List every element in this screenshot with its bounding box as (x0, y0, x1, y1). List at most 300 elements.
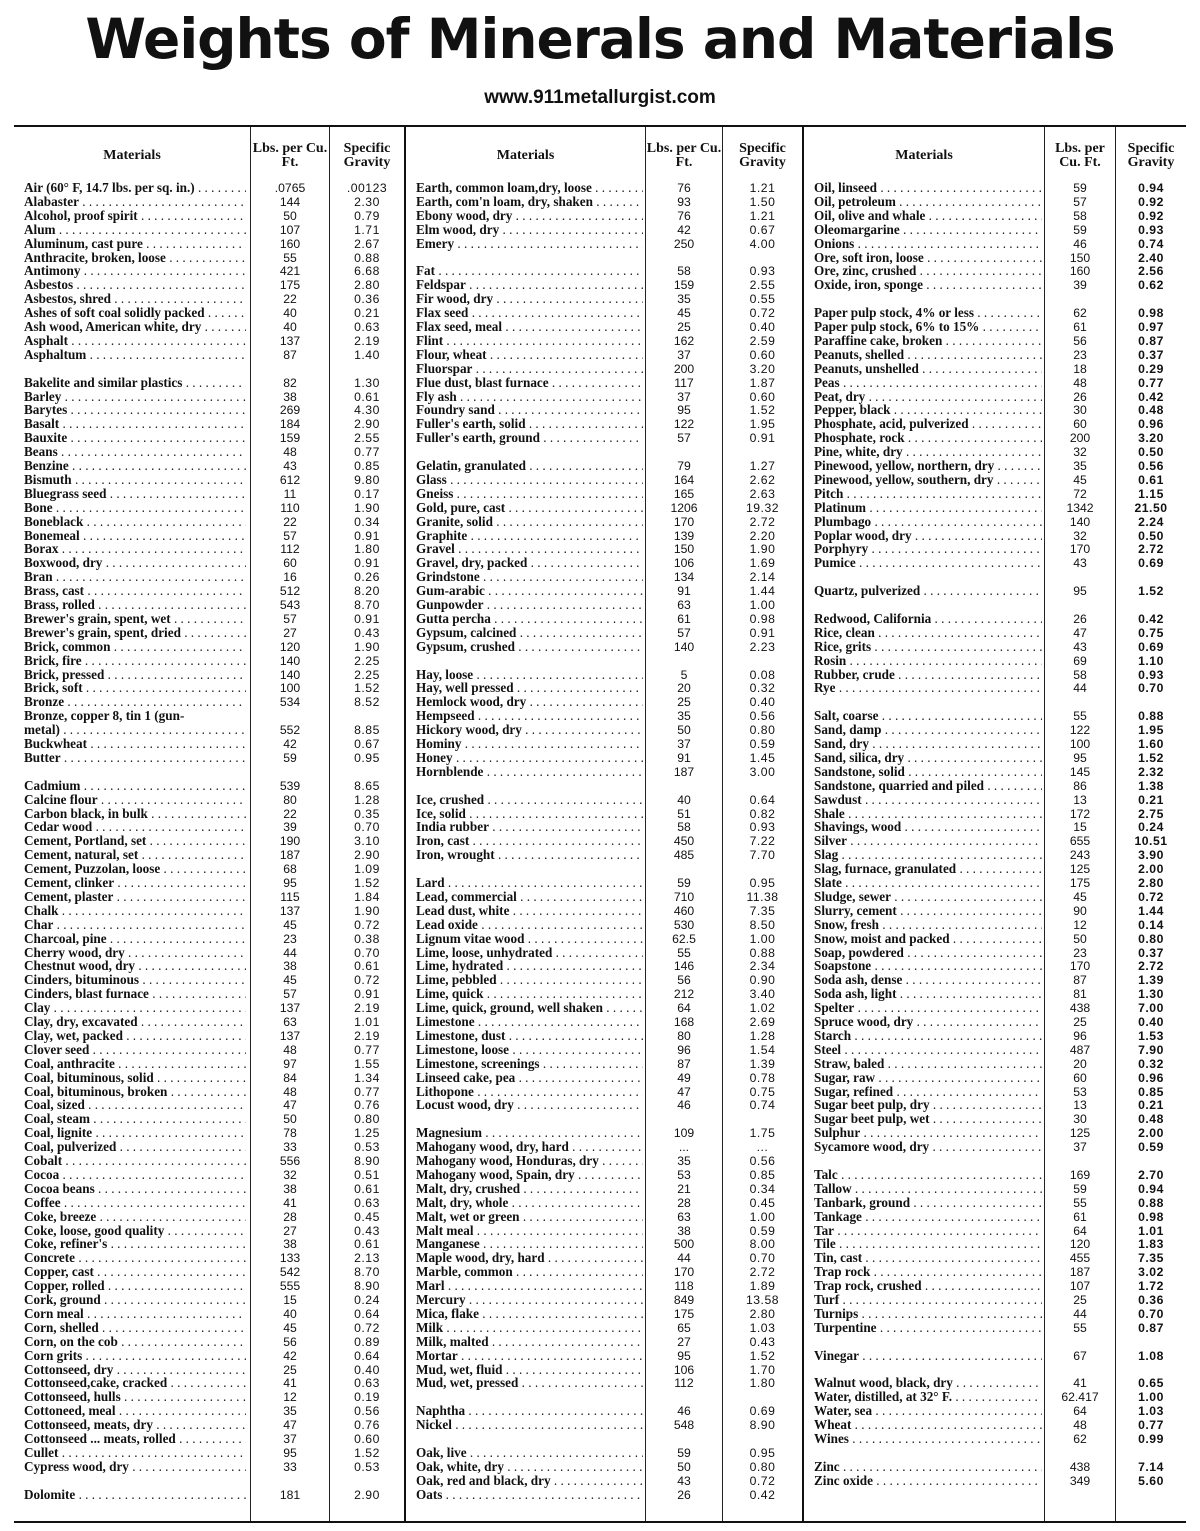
material-name: Brass, rolled . . . (24, 598, 246, 612)
table-row (804, 1474, 1186, 1488)
table-row (804, 501, 1186, 515)
gravity-value: 0.43 (749, 1334, 776, 1349)
table-row (804, 779, 1186, 793)
weight-value: 32 (283, 1167, 297, 1182)
material-name: Barley . . . (24, 390, 246, 404)
material-name: Corn meal . . . (24, 1307, 246, 1321)
table-row (406, 1210, 802, 1224)
weight-value: 35 (677, 1154, 691, 1168)
gravity-value: 0.34 (749, 1181, 776, 1196)
material-name: Alcohol, proof spirit . . . (24, 209, 246, 223)
weight-value: 96 (1073, 1028, 1087, 1043)
material-name: Sawdust . . . (814, 793, 1042, 807)
weight-value: 95 (1073, 750, 1087, 765)
material-name: Barytes . . . (24, 403, 246, 417)
weight-value: 43 (283, 459, 297, 473)
gravity-value: 1.01 (1138, 1223, 1164, 1238)
gravity-value: 1.54 (749, 1042, 776, 1057)
table-row (406, 348, 802, 362)
weight-value: 38 (283, 1181, 297, 1196)
material-name: Nickel . . . (416, 1418, 643, 1432)
table-row (804, 1182, 1186, 1196)
material-name: Oil, olive and whale . . . (814, 209, 1042, 223)
material-name: Tanbark, ground . . . (814, 1196, 1042, 1210)
weight-value: 37 (677, 737, 691, 751)
weight-value: 60 (283, 556, 297, 571)
table-row (406, 1376, 802, 1390)
material-name: Coal, pulverized . . . (24, 1140, 246, 1154)
material-name: Fat . . . (416, 264, 643, 278)
table-row (406, 390, 802, 404)
weight-value: 80 (677, 1028, 691, 1043)
table-row (406, 209, 802, 223)
material-name: Soda ash, dense . . . (814, 973, 1042, 987)
table-row (14, 584, 404, 598)
gravity-value: 19.32 (746, 500, 779, 515)
weight-value: 200 (1069, 431, 1091, 446)
gravity-value: 1.27 (749, 459, 776, 473)
table-row (804, 1251, 1186, 1265)
weight-value: 169 (1069, 1167, 1091, 1182)
material-name: Gravel, dry, packed . . . (416, 556, 643, 570)
gravity-value: 0.91 (354, 611, 380, 626)
gravity-value: 1.55 (354, 1056, 380, 1071)
table-row (406, 640, 802, 654)
gravity-value: 1.00 (749, 931, 776, 946)
gravity-value: 8.52 (354, 695, 380, 710)
gravity-value: 0.72 (749, 1473, 776, 1488)
material-name: Sulphur . . . (814, 1126, 1042, 1140)
weight-value: 45 (283, 1320, 297, 1335)
gravity-value: 0.60 (749, 347, 776, 362)
table-row (14, 445, 404, 459)
table-row (804, 515, 1186, 529)
weight-value: 146 (673, 959, 695, 974)
weight-value: 168 (673, 1015, 695, 1029)
material-name: Cottonseed, meats, dry . . . (24, 1418, 246, 1432)
gravity-value: 2.72 (749, 514, 776, 529)
material-name: Gold, pure, cast . . . (416, 501, 643, 515)
table-row (406, 834, 802, 848)
material-name: Paraffine cake, broken . . . (814, 334, 1042, 348)
table-row (14, 876, 404, 890)
gravity-value: 1.90 (354, 639, 380, 654)
table-row (14, 1015, 404, 1029)
weight-value: 125 (1069, 1126, 1091, 1141)
weight-value: 55 (1073, 1195, 1087, 1210)
weight-value: 72 (1073, 486, 1087, 501)
weight-value: 555 (279, 1279, 301, 1294)
material-name: Porphyry . . . (814, 542, 1042, 556)
weight-value: 53 (677, 1167, 691, 1182)
weight-value: 59 (283, 750, 297, 765)
material-name: Emery . . . (416, 237, 643, 251)
table-row (14, 556, 404, 570)
table-row (804, 946, 1186, 960)
weight-value: 112 (674, 1376, 694, 1391)
table-row (406, 1279, 802, 1293)
gravity-value: 0.32 (749, 681, 776, 696)
material-name: Limestone, screenings . . . (416, 1057, 643, 1071)
weight-value: 38 (677, 1223, 691, 1238)
material-name: Cement, Puzzolan, loose . . . (24, 862, 246, 876)
gravity-value: 1.00 (749, 598, 776, 612)
material-name: Peat, dry . . . (814, 390, 1042, 404)
weight-value: 159 (673, 278, 695, 293)
table-row (14, 612, 404, 626)
gravity-value: 2.00 (1138, 862, 1164, 877)
weight-value: 122 (1069, 723, 1091, 738)
table-row (406, 334, 802, 348)
gravity-value: 2.34 (749, 959, 776, 974)
weight-value: ... (678, 1140, 690, 1155)
gravity-value: 1.90 (749, 542, 776, 557)
gravity-value: 0.21 (1138, 792, 1164, 807)
table-row (804, 1321, 1186, 1335)
gravity-value: 0.63 (354, 1376, 380, 1391)
weight-value: 45 (1073, 472, 1087, 487)
weight-value: 170 (673, 514, 695, 529)
table-row (406, 1043, 802, 1057)
weight-value: 49 (677, 1070, 691, 1085)
table-row (14, 181, 404, 195)
gravity-value: 0.53 (354, 1140, 380, 1155)
table-row (406, 918, 802, 932)
table-row (14, 264, 404, 278)
material-name: Sludge, sewer . . . (814, 890, 1042, 904)
weight-value: .0765 (274, 181, 306, 195)
table-row (406, 1349, 802, 1363)
table-row (406, 904, 802, 918)
material-name: Fly ash . . . (416, 390, 643, 404)
gravity-value: 2.14 (749, 570, 776, 585)
weight-value: 40 (283, 320, 297, 334)
material-name: Cement, natural, set . . . (24, 848, 246, 862)
table-row (406, 1168, 802, 1182)
table-row (804, 348, 1186, 362)
gravity-value: 0.76 (354, 1418, 380, 1433)
material-name: Lime, hydrated . . . (416, 959, 643, 973)
table-row (406, 1460, 802, 1474)
table-row (406, 529, 802, 543)
material-name: Coffee . . . (24, 1196, 246, 1210)
material-name: Milk . . . (416, 1321, 643, 1335)
gravity-value: 0.38 (354, 931, 380, 946)
material-name: Mud, wet, pressed . . . (416, 1376, 643, 1390)
weight-value: 63 (677, 598, 691, 612)
weight-value: 21 (677, 1181, 691, 1196)
material-name: Gutta percha . . . (416, 612, 643, 626)
material-name: Alabaster . . . (24, 195, 246, 209)
weight-value: 160 (1069, 264, 1091, 279)
table-row (804, 529, 1186, 543)
table-row (804, 807, 1186, 821)
material-name: Marl . . . (416, 1279, 643, 1293)
gravity-value: 0.55 (749, 292, 776, 307)
material-name: Turf . . . (814, 1293, 1042, 1307)
weight-value: 160 (279, 236, 301, 251)
table-row (406, 1251, 802, 1265)
weight-value: 41 (283, 1195, 297, 1210)
table-column-3 (804, 127, 1186, 1521)
weight-value: 59 (1073, 181, 1087, 195)
material-name: Snow, fresh . . . (814, 918, 1042, 932)
material-name: Corn grits . . . (24, 1349, 246, 1363)
weight-value: 58 (677, 264, 691, 279)
material-name: Linseed cake, pea . . . (416, 1071, 643, 1085)
gravity-value: 1.84 (354, 889, 380, 904)
table-row (406, 1335, 802, 1349)
gravity-value: 0.63 (354, 320, 380, 334)
weight-value: 56 (283, 1334, 297, 1349)
material-name: Oak, red and black, dry . . . (416, 1474, 643, 1488)
gravity-value: 0.72 (749, 306, 776, 321)
weight-value: 137 (279, 903, 301, 918)
table-row (406, 1474, 802, 1488)
material-name: Cypress wood, dry . . . (24, 1460, 246, 1474)
material-name: Tankage . . . (814, 1210, 1042, 1224)
weight-value: 76 (677, 208, 691, 223)
gravity-value: 0.36 (354, 292, 380, 307)
table-row (14, 1307, 404, 1321)
weight-value: 512 (279, 584, 301, 599)
weight-value: 80 (283, 792, 297, 807)
gravity-value: 0.67 (354, 737, 380, 751)
material-name: Oxide, iron, sponge . . . (814, 278, 1042, 292)
table-row (14, 376, 404, 390)
gravity-value: 8.90 (354, 1154, 380, 1168)
table-row (406, 264, 802, 278)
gravity-value: 0.85 (1138, 1084, 1164, 1099)
weight-value: 120 (279, 639, 301, 654)
weight-value: 50 (283, 208, 297, 223)
gravity-header: Specific Gravity (739, 141, 786, 170)
gravity-value: 2.55 (749, 278, 776, 293)
gravity-value: 0.61 (354, 959, 380, 974)
table-row (14, 431, 404, 445)
material-name: Mud, wet, fluid . . . (416, 1363, 643, 1377)
gravity-value: 1.45 (749, 750, 776, 765)
gravity-value: 1.52 (1138, 584, 1164, 599)
weight-value: 150 (1069, 250, 1091, 265)
weight-value: 612 (279, 472, 301, 487)
weight-value: 42 (283, 1348, 297, 1363)
weight-value: 35 (283, 1404, 297, 1419)
material-name: Alum . . . (24, 223, 246, 237)
weight-value: 38 (283, 959, 297, 974)
material-name: Sycamore wood, dry . . . (814, 1140, 1042, 1154)
weight-value: 95 (283, 1445, 297, 1460)
material-name: Flax seed . . . (416, 306, 643, 320)
table-row (804, 848, 1186, 862)
gravity-value: 0.50 (1138, 445, 1164, 460)
material-name: Iron, wrought . . . (416, 848, 643, 862)
weight-value: 556 (279, 1154, 301, 1168)
gravity-value: 1.80 (354, 542, 380, 557)
table-row (804, 654, 1186, 668)
gravity-value: 0.96 (1138, 417, 1164, 432)
weight-value: 27 (283, 625, 297, 640)
page-title: Weights of Minerals and Materials (85, 7, 1115, 71)
material-name: Ebony wood, dry . . . (416, 209, 643, 223)
table-row (406, 1154, 802, 1168)
gravity-value: 2.00 (1138, 1126, 1164, 1141)
gravity-value: 1.44 (749, 584, 776, 599)
table-row (804, 1307, 1186, 1321)
gravity-value: 2.59 (749, 333, 776, 348)
material-name: Slate . . . (814, 876, 1042, 890)
gravity-value: 0.51 (354, 1167, 380, 1182)
weight-value: 45 (283, 973, 297, 988)
table-row (804, 1390, 1186, 1404)
weight-value: 47 (283, 1418, 297, 1433)
table-row (804, 1279, 1186, 1293)
gravity-value: 2.90 (354, 417, 380, 432)
gravity-value: 0.40 (1138, 1015, 1164, 1029)
table-row (14, 862, 404, 876)
material-name: Air (60° F, 14.7 lbs. per sq. in.) . . . (24, 181, 246, 195)
table-row (804, 765, 1186, 779)
gravity-value: 1.44 (1138, 903, 1164, 918)
material-name: Sandstone, solid . . . (814, 765, 1042, 779)
weight-value: 86 (1073, 778, 1087, 793)
weight-value: 84 (283, 1070, 297, 1085)
weight-value: 16 (283, 570, 297, 585)
table-row (406, 1126, 802, 1140)
gravity-value: 2.23 (749, 639, 776, 654)
gravity-value: 0.56 (749, 1154, 776, 1168)
gravity-value: 0.75 (1138, 625, 1164, 640)
weight-value: 48 (1073, 375, 1087, 390)
material-name: Magnesium . . . (416, 1126, 643, 1140)
gravity-value: 2.80 (1138, 876, 1164, 890)
weight-value: 144 (279, 194, 301, 209)
material-name: Water, distilled, at 32° F. . . . (814, 1390, 1042, 1404)
table-row (14, 1404, 404, 1418)
weight-value: 56 (1073, 333, 1087, 348)
gravity-value: 1.52 (749, 1348, 776, 1363)
material-name: Concrete . . . (24, 1251, 246, 1265)
table-row (14, 1432, 404, 1446)
gravity-value: 0.21 (354, 306, 380, 321)
material-name: Dolomite . . . (24, 1488, 246, 1502)
gravity-value: 0.95 (354, 750, 380, 765)
table-row (14, 403, 404, 417)
material-name: Oleomargarine . . . (814, 223, 1042, 237)
material-name: Bakelite and similar plastics . . . (24, 376, 246, 390)
table-row (406, 946, 802, 960)
table-row (14, 807, 404, 821)
table-row (804, 890, 1186, 904)
gravity-value: 0.60 (749, 389, 776, 404)
gravity-value: 0.95 (749, 876, 776, 890)
gravity-value: 0.43 (354, 625, 380, 640)
weight-value: 95 (677, 403, 691, 418)
table-row (14, 987, 404, 1001)
table-row (406, 681, 802, 695)
weight-value: 106 (673, 1362, 695, 1377)
weight-value: 55 (1073, 1320, 1087, 1335)
weight-value: 552 (279, 723, 301, 738)
gravity-value: 2.24 (1138, 514, 1164, 529)
table-row (406, 723, 802, 737)
material-name: Honey . . . (416, 751, 643, 765)
material-name: Basalt . . . (24, 417, 246, 431)
material-name: Peanuts, unshelled . . . (814, 362, 1042, 376)
material-name: Salt, coarse . . . (814, 709, 1042, 723)
gravity-value: 0.82 (749, 806, 776, 821)
weight-value: 849 (673, 1293, 695, 1307)
material-name: Asbestos . . . (24, 278, 246, 292)
material-name: Snow, moist and packed . . . (814, 932, 1042, 946)
table-row (406, 320, 802, 334)
gravity-value: 0.77 (354, 1042, 380, 1057)
gravity-value: 0.89 (354, 1334, 380, 1349)
weight-value: 187 (279, 848, 301, 863)
material-name: Gravel . . . (416, 542, 643, 556)
gravity-value: 0.91 (354, 528, 380, 543)
gravity-value: 2.70 (1138, 1167, 1164, 1182)
gravity-value: 2.19 (354, 1001, 380, 1016)
gravity-value: 0.94 (1138, 181, 1164, 195)
weight-value: 122 (673, 417, 695, 432)
weight-value: 40 (283, 1306, 297, 1321)
weight-value: 45 (1073, 889, 1087, 904)
gravity-value: 2.25 (354, 653, 380, 668)
material-name: Locust wood, dry . . . (416, 1098, 643, 1112)
gravity-value: 2.25 (354, 667, 380, 682)
material-name: Cement, clinker . . . (24, 876, 246, 890)
table-row (406, 1488, 802, 1502)
table-row (14, 223, 404, 237)
weight-value: 51 (677, 806, 691, 821)
table-row (406, 1404, 802, 1418)
gravity-value: 1.00 (1138, 1390, 1164, 1405)
gravity-value: 2.32 (1138, 764, 1164, 779)
weight-value: 25 (677, 695, 691, 710)
weight-value: 25 (677, 320, 691, 334)
gravity-value: 0.95 (749, 1445, 776, 1460)
gravity-value: 2.90 (354, 848, 380, 863)
table-row (804, 932, 1186, 946)
table-row (804, 306, 1186, 320)
gravity-value: 0.40 (354, 1362, 380, 1377)
weight-value: 39 (283, 820, 297, 835)
gravity-value: ... (756, 1140, 769, 1155)
table-row (14, 640, 404, 654)
gravity-value: 1.52 (749, 403, 776, 418)
table-row (804, 1237, 1186, 1251)
gravity-value: 0.77 (1138, 375, 1164, 390)
weight-value: 87 (283, 347, 297, 362)
weight-value: 534 (279, 695, 301, 710)
weight-value: 87 (1073, 973, 1087, 988)
material-name: Calcine flour . . . (24, 793, 246, 807)
weight-value: 39 (1073, 278, 1087, 293)
material-name: Maple wood, dry, hard . . . (416, 1251, 643, 1265)
material-name: Limestone, loose . . . (416, 1043, 643, 1057)
material-name: Milk, malted . . . (416, 1335, 643, 1349)
material-name: Mica, flake . . . (416, 1307, 643, 1321)
table-row (14, 1154, 404, 1168)
material-name: Silver . . . (814, 834, 1042, 848)
gravity-value: 0.69 (749, 1404, 776, 1419)
table-row (406, 515, 802, 529)
weight-value: 140 (1069, 514, 1091, 529)
weight-value: 93 (677, 194, 691, 209)
weight-value: 23 (1073, 347, 1087, 362)
material-name: Earth, com'n loam, dry, shaken . . . (416, 195, 643, 209)
